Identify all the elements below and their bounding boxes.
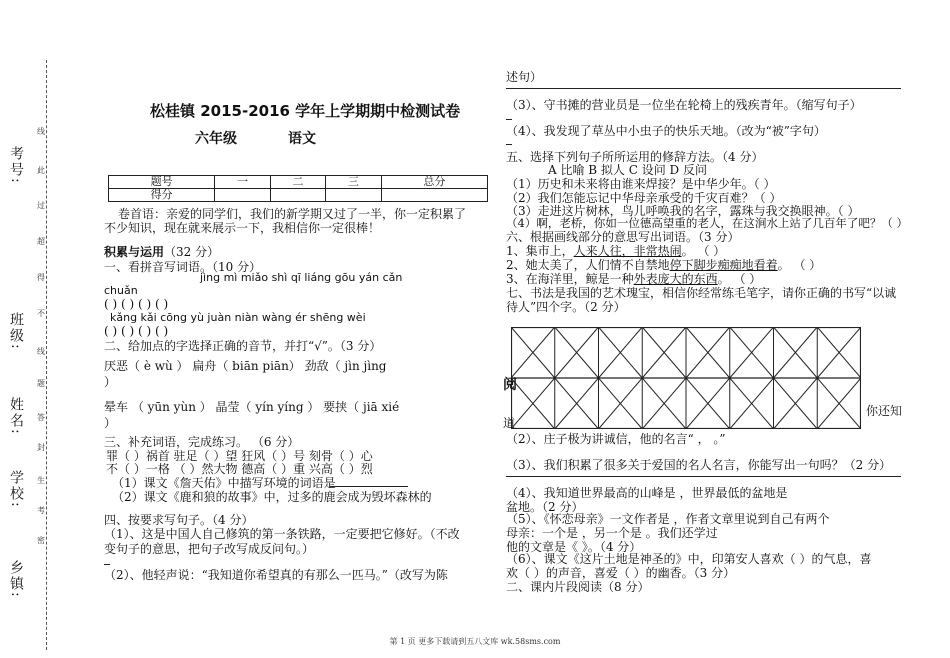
word-item-text: 3、在海洋里，鲸是一种 xyxy=(506,272,634,286)
underlined-phrase: 人来人往，非常热闹 xyxy=(573,244,682,258)
table-cell: 三 xyxy=(326,176,381,189)
reading-question-cont[interactable]: 他的文章是《 》。（4 分） xyxy=(506,540,642,554)
question-5: 五、选择下列句子所所运用的修辞方法。（4 分） xyxy=(506,150,764,164)
question-7: 七、书法是我国的艺术瑰宝，相信你经常练毛笔字，请你正确的书写“以诚 xyxy=(506,286,897,300)
rhetoric-item[interactable]: （1）历史和未来将由谁来焊接？是中华少年。（ ） xyxy=(506,177,776,191)
score-input-cell[interactable] xyxy=(381,189,487,202)
sentence-task: 变句子的意思，把句子改写成反问句。） xyxy=(104,542,315,556)
pinyin-row: kǎng kǎi cōng yù juàn niàn wàng ér shēng wèi xyxy=(110,311,366,324)
seal-char: 得 xyxy=(37,273,45,282)
seal-char: 生 xyxy=(37,476,45,485)
reading-question[interactable]: （5）、《怀恋母亲》一文作者是 ，作者文章里说到自己有两个 xyxy=(506,512,830,526)
subject-label: 语文 xyxy=(288,131,316,147)
score-table-header-row xyxy=(109,176,488,189)
reading-section-heading: 二、课内片段阅读（8 分） xyxy=(506,580,650,594)
table-cell: 总分 xyxy=(381,176,487,189)
fill-question: （1）课文《詹天佑》中描写环境的词语是 xyxy=(112,476,336,490)
score-input-cell[interactable] xyxy=(270,189,325,202)
section-score: （32 分） xyxy=(164,245,220,259)
township-label: 乡镇: xyxy=(8,560,24,599)
rhetoric-item[interactable]: （4）啊，老桥，你如一位德高望重的老人，在这涧水上站了几百年了吧？（ ） xyxy=(506,216,908,230)
fill-row[interactable]: 不（ ）一格 （ ）然大物 德高（ ）重 兴高（ ）烈 xyxy=(106,462,373,476)
seal-char: 此 xyxy=(37,166,45,175)
question-7-cont: 待人”四个字。（2 分） xyxy=(506,300,626,314)
word-item-blank: 。 （ ） xyxy=(717,272,762,286)
reading-question[interactable]: （4）、我知道世界最高的山峰是 ，世界最低的盆地是 xyxy=(506,486,788,500)
intro-line: 不少知识，现在就来展示一下，我相信你一定很棒！ xyxy=(104,221,381,235)
rhetoric-options: A 比喻 B 拟人 C 设问 D 反问 xyxy=(548,163,707,177)
name-label: 姓名: xyxy=(8,397,24,436)
grade-label: 六年级 xyxy=(195,131,237,147)
school-label: 学校: xyxy=(8,470,24,509)
intro-line: 卷首语：亲爱的同学们，我们的新学期又过了一半，你一定积累了 xyxy=(118,207,467,221)
choice-row-end: ） xyxy=(104,375,117,389)
reading-question[interactable]: （2）、庄子极为讲诚信，他的名言“ ， 。” xyxy=(506,432,726,446)
answer-line[interactable] xyxy=(506,119,512,120)
hidden-heading-fragment: 阅 xyxy=(503,377,517,393)
seal-char: 不 xyxy=(37,309,45,318)
sentence-task: （2）、他轻声说：“我知道你希望真的有那么一匹马。”（改写为陈 xyxy=(104,568,448,582)
hidden-text-fragment: 你还知 xyxy=(866,404,903,418)
seal-char: 题 xyxy=(37,379,45,388)
underlined-phrase: 停下脚步痴痴地看着 xyxy=(669,258,778,272)
section-title: 积累与运用 xyxy=(104,245,165,259)
choice-row-end: ） xyxy=(104,416,117,430)
seal-char: 封 xyxy=(37,443,45,452)
answer-line[interactable] xyxy=(104,564,110,565)
pinyin-row: chuǎn xyxy=(104,284,138,297)
seal-char: 考 xyxy=(37,506,45,515)
seal-char: 线 xyxy=(37,347,45,356)
reading-question-cont[interactable]: 母亲：一个是 ，另一个是 。我们还学过 xyxy=(506,526,718,540)
reading-question-cont[interactable]: 欢（ ）的声音，喜爱（ ）的幽香。（3 分） xyxy=(506,566,736,580)
exam-number-label: 考号: xyxy=(8,146,24,185)
score-table-score-row xyxy=(109,189,488,202)
score-input-cell[interactable] xyxy=(215,189,270,202)
binding-line xyxy=(46,60,47,650)
calligraphy-grid[interactable] xyxy=(511,327,861,429)
choice-row[interactable]: 厌恶（ è wù ） 扁舟（ biān piān） 劲敌（ jìn jìng xyxy=(104,359,387,373)
seal-char: 超 xyxy=(37,237,45,246)
sentence-task: （4）、我发现了草丛中小虫子的快乐天地。（改为“被”字句） xyxy=(506,124,826,138)
table-cell: 一 xyxy=(215,176,270,189)
question-2: 二、给加点的字选择正确的音节，并打“√”。（3 分） xyxy=(104,339,382,353)
class-label: 班级: xyxy=(8,312,24,351)
pinyin-row: jìng mì miǎo shì qī liáng gōu yán cǎn xyxy=(200,271,403,284)
sentence-task: （1）、这是中国人自己修筑的第一条铁路，一定要把它修好。（不改 xyxy=(104,527,460,541)
answer-blanks[interactable]: ( ) ( ) ( ) ( ) xyxy=(104,297,169,311)
answer-line[interactable] xyxy=(506,476,901,477)
rhetoric-item[interactable]: （2）我们怎能忘记中华母亲承受的千灾百难？（ ） xyxy=(506,191,782,205)
table-cell: 题号 xyxy=(109,176,215,189)
word-item-blank: 。 （ ） xyxy=(777,258,822,272)
fill-row[interactable]: 罪（ ）祸首 驻足（ ）望 狂风（ ）号 刻骨（ ）心 xyxy=(106,449,373,463)
seal-char: 线 xyxy=(37,127,45,136)
answer-line[interactable] xyxy=(506,144,512,145)
word-item-text: 1、集市上， xyxy=(506,244,574,258)
reading-question[interactable]: （6）、课文《这片土地是神圣的》中，印第安人喜欢（ ）的气息，喜 xyxy=(506,552,872,566)
hidden-text-fragment: 道 xyxy=(503,416,516,430)
reading-question-cont[interactable]: 盆地。（2 分） xyxy=(506,500,584,514)
score-input-cell[interactable] xyxy=(326,189,381,202)
reading-question: （3）、我们积累了很多关于爱国的名人名言，你能写出一句吗？（2 分） xyxy=(506,458,892,472)
word-item-blank: 。 （ ） xyxy=(681,244,726,258)
table-cell: 得分 xyxy=(109,189,215,202)
rhetoric-item[interactable]: （3）走进这片树林，鸟儿呼唤我的名字，露珠与我交换眼神。（ ） xyxy=(506,204,860,218)
choice-row[interactable]: 晕车 （ yūn yùn ） 晶莹（ yín yíng ） 要挟（ jiā xié xyxy=(104,400,400,414)
answer-line[interactable] xyxy=(330,486,408,487)
sentence-task: （3）、守书摊的营业员是一位坐在轮椅上的残疾青年。（缩写句子） xyxy=(506,98,862,112)
seal-char: 答 xyxy=(37,413,45,422)
sentence-task-cont: 述句） xyxy=(506,70,543,84)
question-4: 四、按要求写句子。（4 分） xyxy=(104,513,254,527)
seal-char: 密 xyxy=(37,536,45,545)
table-cell: 二 xyxy=(270,176,325,189)
question-6: 六、根据画线部分的意思写出词语。（3 分） xyxy=(506,230,740,244)
question-1: 一、看拼音写词语。（10 分） xyxy=(104,260,262,274)
question-3: 三、补充词语，完成练习。 （6 分） xyxy=(104,435,300,449)
answer-line[interactable] xyxy=(506,88,901,89)
word-item-text: 2、她太美了，人们情不自禁地 xyxy=(506,258,670,272)
underlined-phrase: 外表庞大的东西 xyxy=(633,272,718,286)
exam-title: 松桂镇 2015-2016 学年上学期期中检测试卷 xyxy=(150,102,461,120)
answer-blanks[interactable]: ( ) ( ) ( ) ( ) xyxy=(104,324,169,338)
fill-question: （2）课文《鹿和狼的故事》中，过多的鹿会成为毁坏森林的 xyxy=(112,490,432,504)
page-footer: 第 1 页 更多下载请到五八文库 wk.58sms.com xyxy=(389,637,561,646)
seal-char: 过 xyxy=(37,201,45,210)
score-table xyxy=(108,175,488,202)
